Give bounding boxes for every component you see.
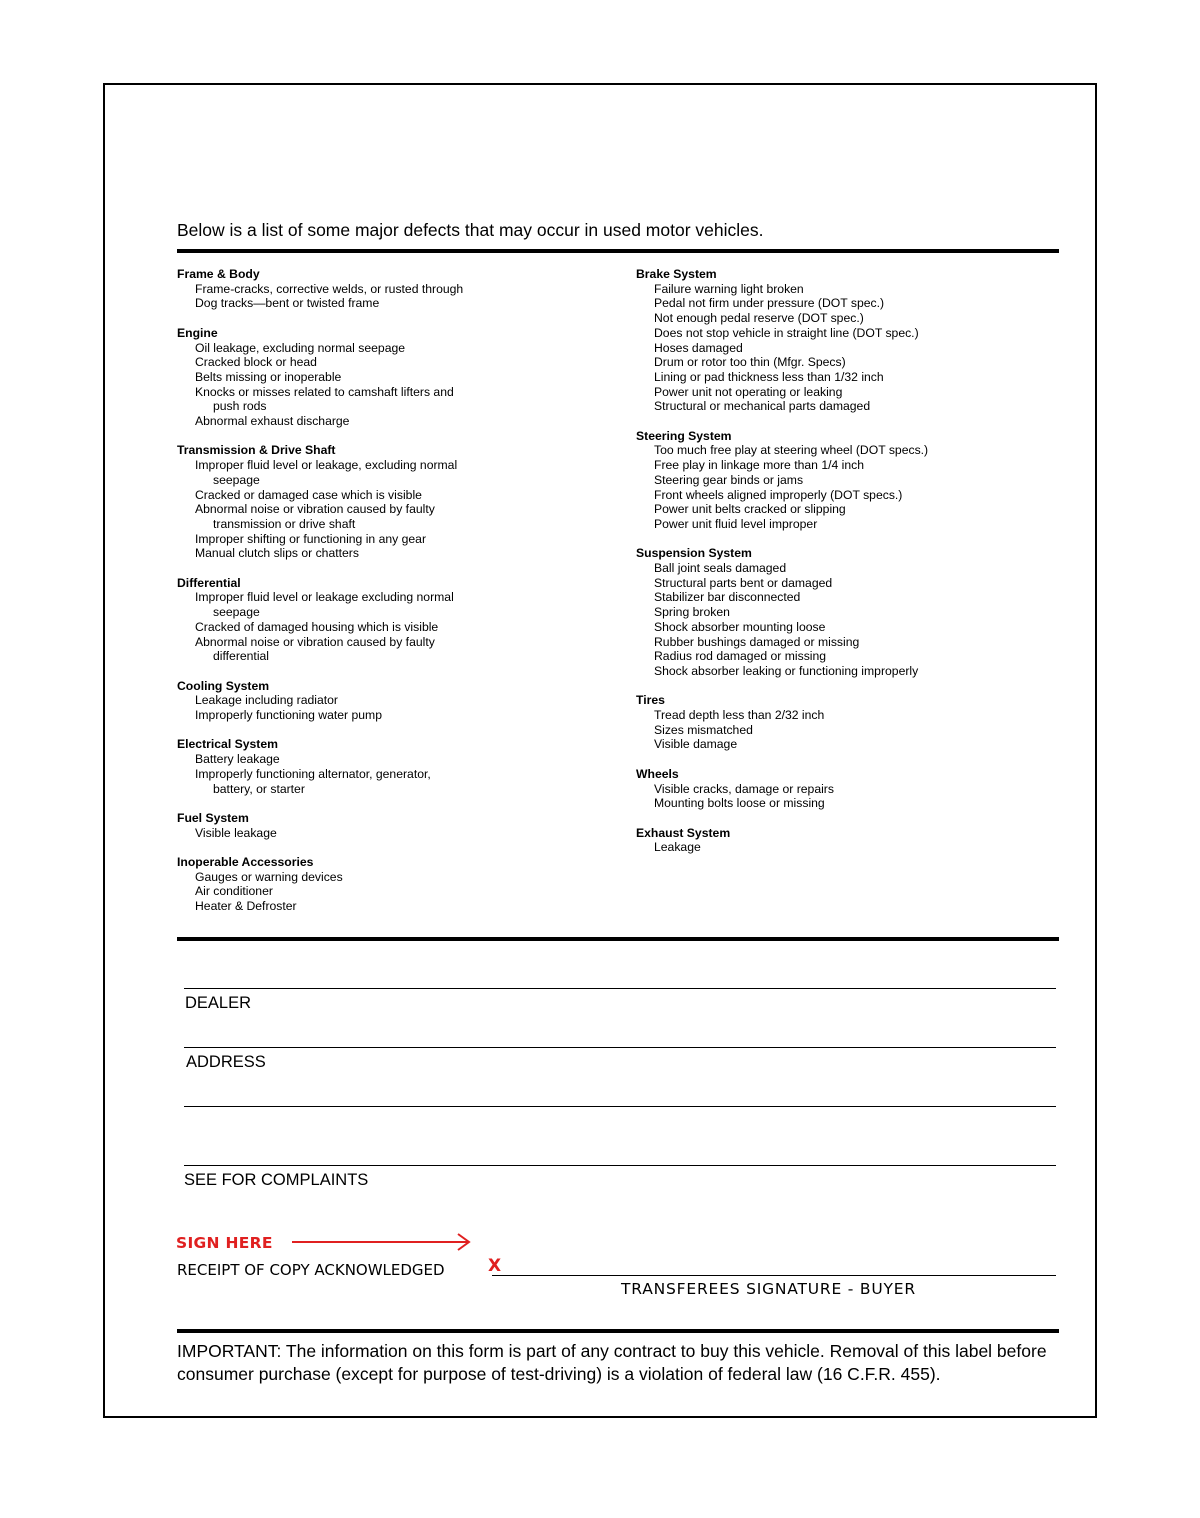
defect-category-inoperable-accessories bbox=[177, 855, 617, 914]
defect-item: Steering gear binds or jams bbox=[654, 472, 804, 487]
defect-item: Rubber bushings damaged or missing bbox=[654, 634, 860, 649]
address-line[interactable] bbox=[184, 1047, 1056, 1048]
dealer-line[interactable] bbox=[184, 988, 1056, 989]
defect-item: Shock absorber mounting loose bbox=[654, 619, 826, 634]
defect-item: Cracked or damaged case which is visible bbox=[195, 487, 422, 502]
dealer-label: DEALER bbox=[185, 994, 252, 1012]
category-title: Engine bbox=[177, 325, 218, 340]
defect-item: Leakage including radiator bbox=[195, 693, 338, 708]
defect-item: Belts missing or inoperable bbox=[195, 369, 342, 384]
defect-category-engine bbox=[177, 326, 617, 429]
defect-category-steering-system bbox=[636, 429, 1076, 532]
defect-item: Mounting bolts loose or missing bbox=[654, 796, 825, 811]
category-title: Transmission & Drive Shaft bbox=[177, 443, 336, 458]
defect-item: Tread depth less than 2/32 inch bbox=[654, 708, 825, 723]
defect-item: Hoses damaged bbox=[654, 340, 743, 355]
category-title: Brake System bbox=[636, 267, 717, 281]
category-title: Suspension System bbox=[636, 546, 752, 561]
defect-category-electrical-system bbox=[177, 737, 617, 796]
category-title: Cooling System bbox=[177, 678, 270, 693]
defect-category-wheels bbox=[636, 767, 1076, 811]
category-title: Electrical System bbox=[177, 737, 278, 752]
category-title: Differential bbox=[177, 575, 241, 590]
defect-category-tires bbox=[636, 693, 1076, 752]
defect-category-differential bbox=[177, 576, 617, 664]
middle-rule bbox=[177, 937, 1059, 941]
category-title: Frame & Body bbox=[177, 267, 260, 281]
complaints-label: SEE FOR COMPLAINTS bbox=[184, 1171, 369, 1189]
defect-item: Power unit not operating or leaking bbox=[654, 384, 843, 399]
defect-item: Lining or pad thickness less than 1/32 inch bbox=[654, 369, 884, 384]
defect-item: Does not stop vehicle in straight line (DOT spec.) bbox=[654, 325, 919, 340]
defect-item: Air conditioner bbox=[195, 884, 273, 899]
defects-right-column bbox=[636, 267, 1076, 870]
address-label: ADDRESS bbox=[186, 1053, 266, 1071]
important-notice: IMPORTANT: The information on this form is part of any contract to buy this vehicle. Removal of this label before consumer purchase (except for purpose of test-driving) is a violation of federal law (16 C.F.R. 455). bbox=[177, 1341, 1047, 1384]
buyer-signature-line[interactable] bbox=[492, 1275, 1056, 1276]
complaints-line[interactable] bbox=[184, 1165, 1056, 1166]
defect-item: Knocks or misses related to camshaft lifters and push rods bbox=[195, 384, 454, 414]
defect-category-transmission-and-drive-shaft bbox=[177, 443, 617, 561]
defect-item: Battery leakage bbox=[195, 752, 280, 767]
defect-item: Improper fluid level or leakage, excluding normal seepage bbox=[195, 458, 458, 487]
category-title: Steering System bbox=[636, 428, 732, 443]
defect-item: Structural or mechanical parts damaged bbox=[654, 399, 871, 414]
defect-item: Leakage bbox=[654, 840, 701, 855]
defect-item: Cracked block or head bbox=[195, 355, 317, 370]
defect-category-brake-system bbox=[636, 267, 1076, 414]
defect-category-frame-and-body bbox=[177, 267, 617, 311]
buyer-signature-caption: TRANSFEREES SIGNATURE - BUYER bbox=[621, 1280, 916, 1298]
defect-item: Front wheels aligned improperly (DOT specs.) bbox=[654, 487, 903, 502]
defect-item: Oil leakage, excluding normal seepage bbox=[195, 340, 406, 355]
defect-item: Shock absorber leaking or functioning improperly bbox=[654, 663, 919, 678]
defect-item: Manual clutch slips or chatters bbox=[195, 546, 359, 561]
category-title: Exhaust System bbox=[636, 825, 731, 840]
category-title: Wheels bbox=[636, 766, 679, 781]
defect-item: Spring broken bbox=[654, 605, 730, 620]
defect-item: Power unit fluid level improper bbox=[654, 516, 818, 531]
defect-category-exhaust-system bbox=[636, 826, 1076, 855]
defect-item: Pedal not firm under pressure (DOT spec.) bbox=[654, 296, 885, 311]
defect-item: Free play in linkage more than 1/4 inch bbox=[654, 458, 865, 473]
defect-item: Power unit belts cracked or slipping bbox=[654, 502, 846, 517]
intro-text: Below is a list of some major defects that may occur in used motor vehicles. bbox=[177, 220, 764, 240]
defect-item: Drum or rotor too thin (Mfgr. Specs) bbox=[654, 355, 846, 370]
defect-item: Not enough pedal reserve (DOT spec.) bbox=[654, 311, 864, 326]
defect-item: Heater & Defroster bbox=[195, 899, 297, 914]
defect-item: Visible damage bbox=[654, 737, 738, 752]
defect-item: Improper fluid level or leakage excluding normal seepage bbox=[195, 590, 454, 620]
defect-item: Failure warning light broken bbox=[654, 281, 804, 296]
defect-item: Abnormal noise or vibration caused by faulty differential bbox=[195, 634, 435, 664]
category-title: Fuel System bbox=[177, 810, 249, 825]
defect-item: Radius rod damaged or missing bbox=[654, 649, 827, 664]
defect-item: Visible cracks, damage or repairs bbox=[654, 781, 834, 796]
defect-category-suspension-system bbox=[636, 546, 1076, 678]
defect-category-cooling-system bbox=[177, 679, 617, 723]
defects-left-column bbox=[177, 267, 617, 929]
defect-item: Abnormal noise or vibration caused by faulty transmission or drive shaft bbox=[195, 502, 435, 531]
defect-item: Structural parts bent or damaged bbox=[654, 575, 833, 590]
defect-item: Improper shifting or functioning in any gear bbox=[195, 531, 427, 546]
defect-item: Gauges or warning devices bbox=[195, 869, 343, 884]
defect-category-fuel-system bbox=[177, 811, 617, 840]
defect-item: Too much free play at steering wheel (DOT specs.) bbox=[654, 443, 929, 458]
category-title: Inoperable Accessories bbox=[177, 855, 314, 870]
defect-item: Frame-cracks, corrective welds, or rusted through bbox=[195, 281, 464, 296]
defect-item: Cracked of damaged housing which is visible bbox=[195, 619, 439, 634]
defect-item: Dog tracks—bent or twisted frame bbox=[195, 296, 380, 311]
signature-x-mark: X bbox=[488, 1256, 502, 1276]
receipt-label: RECEIPT OF COPY ACKNOWLEDGED bbox=[177, 1261, 445, 1279]
category-title: Tires bbox=[636, 693, 665, 708]
sign-here-label: SIGN HERE bbox=[176, 1234, 273, 1252]
sign-here-arrow-icon bbox=[290, 1231, 474, 1253]
defect-item: Sizes mismatched bbox=[654, 722, 753, 737]
bottom-rule bbox=[177, 1329, 1059, 1333]
defect-item: Visible leakage bbox=[195, 825, 277, 840]
defect-item: Improperly functioning alternator, generator, battery, or starter bbox=[195, 766, 431, 796]
address-line-2[interactable] bbox=[184, 1106, 1056, 1107]
top-rule bbox=[177, 249, 1059, 253]
defect-item: Stabilizer bar disconnected bbox=[654, 590, 801, 605]
defect-item: Abnormal exhaust discharge bbox=[195, 414, 350, 429]
defect-item: Improperly functioning water pump bbox=[195, 708, 382, 723]
defect-item: Ball joint seals damaged bbox=[654, 561, 787, 576]
